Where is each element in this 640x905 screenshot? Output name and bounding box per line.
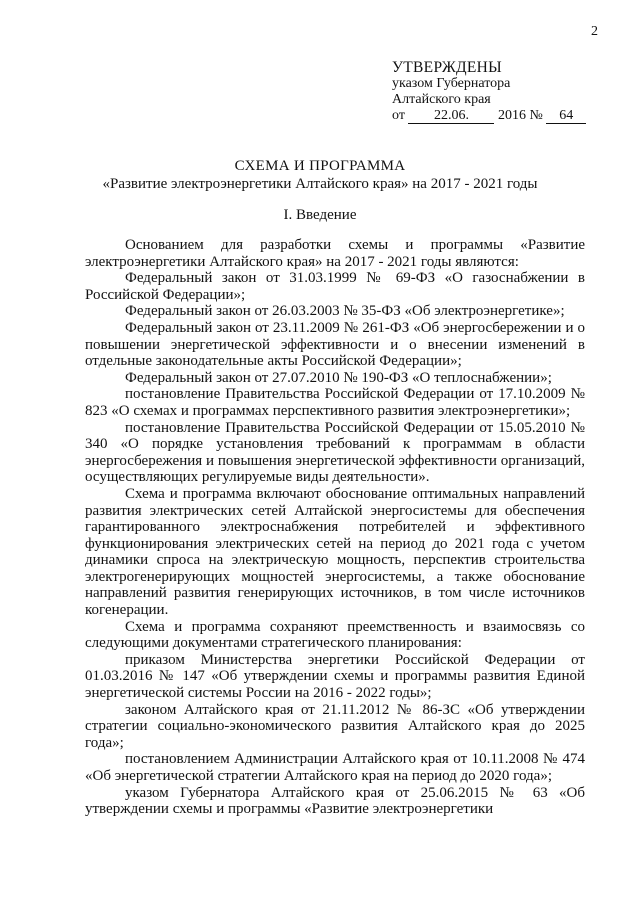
paragraph: законом Алтайского края от 21.11.2012 № 86-ЗС «Об утверждении стратегии социально-экономического развития Алтайского края до 2025 года»;: [85, 701, 585, 751]
title-line-2: «Развитие электроэнергетики Алтайского края» на 2017 - 2021 годы: [102, 176, 538, 192]
page-number: 2: [591, 24, 598, 39]
paragraph: постановление Правительства Российской Федерации от 17.10.2009 № 823 «О схемах и программах перспективного развития электроэнергетики»;: [85, 386, 585, 419]
number-sign: №: [529, 108, 543, 123]
paragraph: указом Губернатора Алтайского края от 25.06.2015 № 63 «Об утверждении схемы и программы «Развитие электроэнергетики: [85, 784, 585, 818]
paragraph: Федеральный закон от 27.07.2010 № 190-ФЗ «О теплоснабжении»;: [125, 369, 552, 386]
paragraph: Основанием для разработки схемы и программы «Развитие электроэнергетики Алтайского края» на 2017 - 2021 годы являются:: [85, 237, 585, 270]
date-prefix: от: [392, 108, 405, 123]
approval-issuer: указом Губернатора: [392, 76, 511, 91]
approval-number: 64: [546, 109, 586, 124]
title-line-1: СХЕМА И ПРОГРАММА: [234, 158, 406, 174]
paragraph: Федеральный закон от 26.03.2003 № 35-ФЗ «Об электроэнергетике»;: [125, 303, 565, 320]
paragraph: Схема и программа сохраняют преемственность и взаимосвязь со следующими документами стратегического планирования:: [85, 618, 585, 652]
approval-year: 2016: [497, 108, 526, 123]
approval-date-line: [392, 108, 586, 124]
document-title: [0, 157, 640, 193]
paragraph: Федеральный закон от 23.11.2009 № 261-ФЗ «Об энергосбережении и о повышении энергетической эффективности и о внесении изменений в отдельные законодательные акты Российской Федерации»;: [85, 319, 585, 370]
approval-region: Алтайского края: [392, 92, 491, 107]
paragraph: Схема и программа включают обоснование оптимальных направлений развития электрических сетей Алтайской энергосистемы для обеспечения гарантированного электроснабжения потребителей и эффективного функционирования электрических сетей на период до 2021 года с учетом динамики спроса на электрическую мощность, перспектив строительства электрогенерирующих мощностей энергосистемы, а также обоснование направлений развития генерирующих источников, в том числе источников когенерации.: [85, 485, 585, 619]
approval-stamp: [392, 60, 586, 124]
approval-title: УТВЕРЖДЕНЫ: [392, 59, 502, 76]
paragraph: постановлением Администрации Алтайского края от 10.11.2008 № 474 «Об энергетической стратегии Алтайского края на период до 2020 года»;: [85, 751, 585, 784]
approval-date: 22.06.: [408, 109, 494, 124]
section-heading: I. Введение: [283, 207, 357, 223]
paragraph: постановление Правительства Российской Федерации от 15.05.2010 № 340 «О порядке установления требований к программам в области энергосбережения и повышения энергетической эффективности организаций, осуществляющих регулируемые виды деятельности».: [85, 419, 585, 486]
body-text: [85, 237, 585, 818]
paragraph: приказом Министерства энергетики Российской Федерации от 01.03.2016 № 147 «Об утверждении схемы и программы развития Единой энергетической системы России на 2016 - 2022 годы»;: [85, 651, 585, 702]
paragraph: Федеральный закон от 31.03.1999 № 69-ФЗ «О газоснабжении в Российской Федерации»;: [85, 270, 585, 303]
